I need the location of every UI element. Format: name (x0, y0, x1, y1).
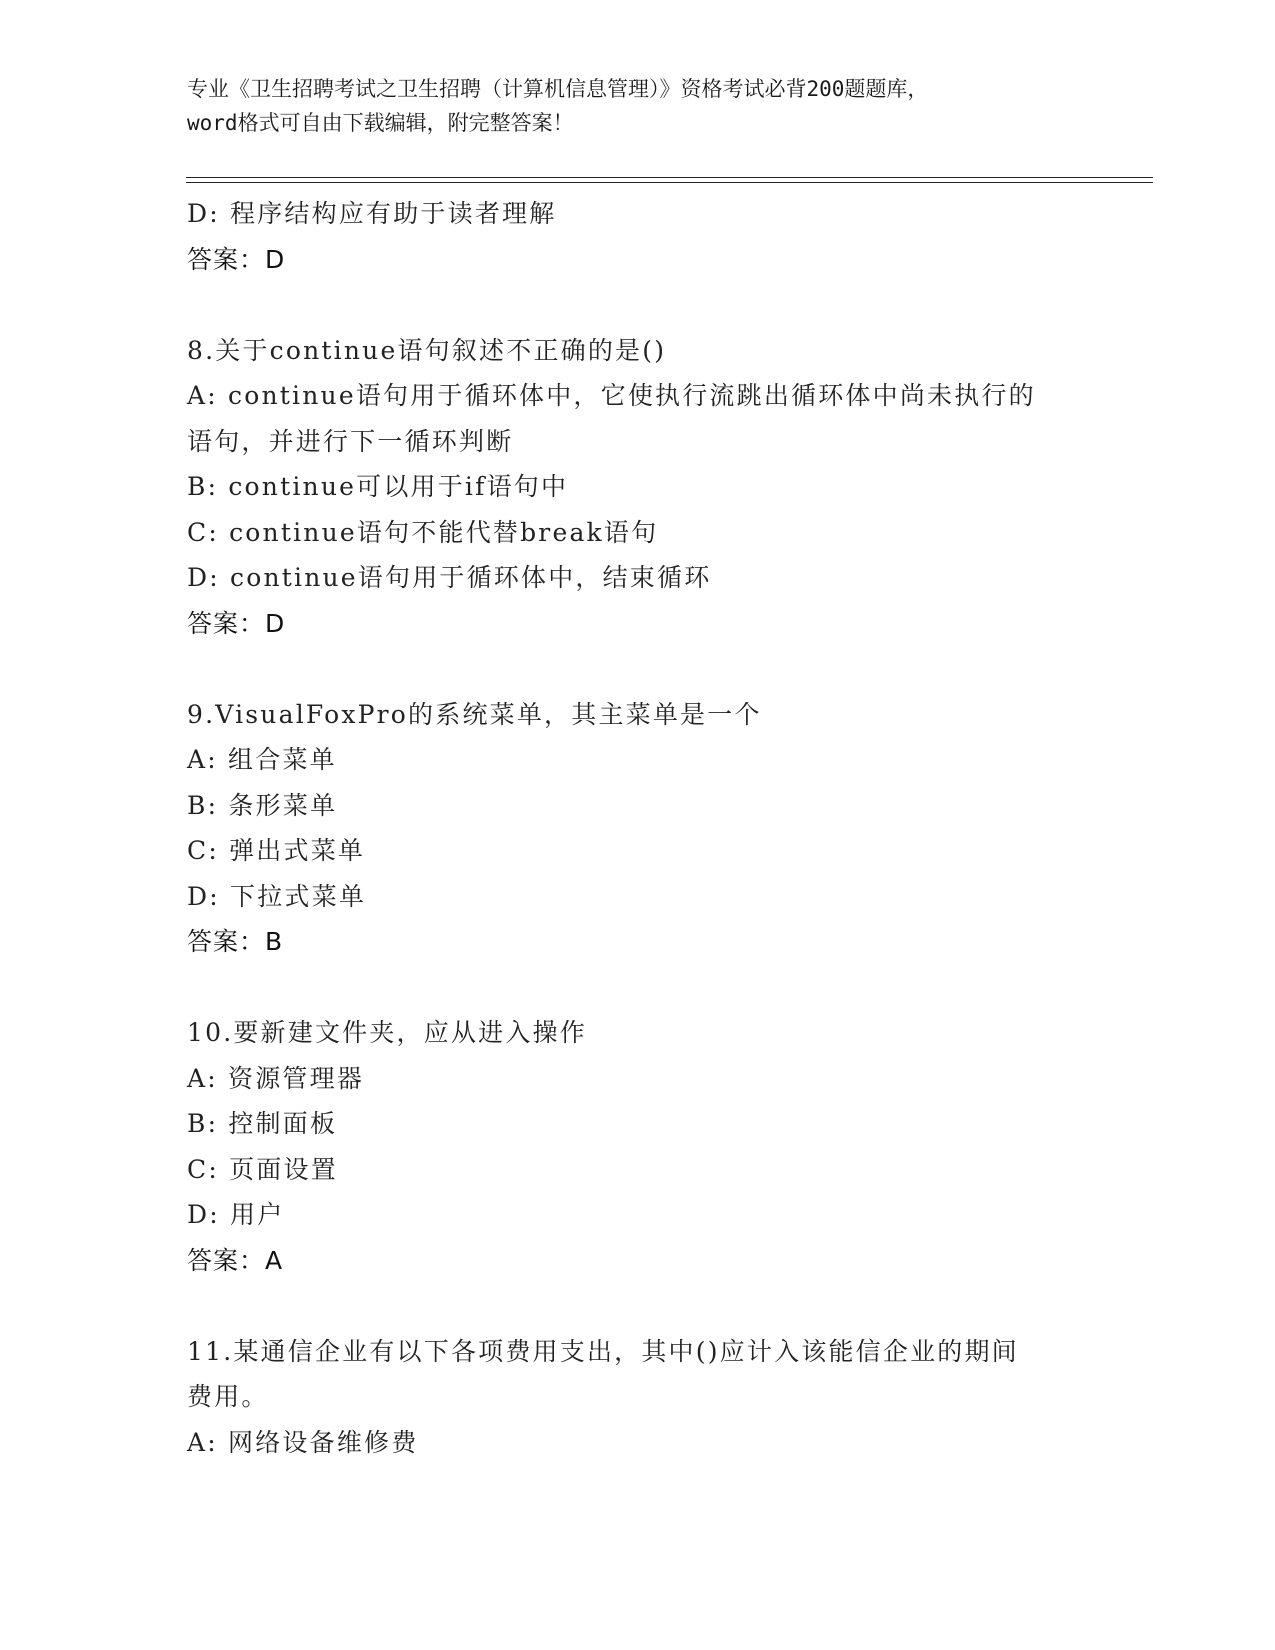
header-line-1: 专业《卫生招聘考试之卫生招聘（计算机信息管理）》资格考试必背200题题库， (187, 77, 929, 101)
question-stem: 8.关于continue语句叙述不正确的是() (187, 335, 667, 365)
header-line-2: word格式可自由下载编辑，附完整答案！ (187, 111, 574, 135)
block-spacer (187, 965, 1087, 1011)
question-stem: 9.VisualFoxPro的系统菜单，其主菜单是一个 (187, 699, 762, 729)
option-line: D: 下拉式菜单 (187, 881, 367, 911)
header-rule-top (186, 177, 1153, 178)
question-list (187, 191, 1087, 1465)
option-line: C: 页面设置 (187, 1154, 338, 1184)
header-rule-bottom (186, 182, 1153, 183)
answer-line: 答案：D (187, 244, 286, 274)
option-line: A: 组合菜单 (187, 745, 337, 774)
block-spacer (187, 282, 1087, 328)
option-line: D: 程序结构应有助于读者理解 (187, 199, 557, 228)
option-line: C: 弹出式菜单 (187, 836, 366, 865)
option-line: 语句，并进行下一循环判断 (187, 426, 514, 456)
question-stem: 11.某通信企业有以下各项费用支出，其中()应计入该能信企业的期间 (187, 1336, 1019, 1366)
block-spacer (187, 1283, 1087, 1329)
answer-line: 答案：B (187, 927, 284, 956)
question-stem: 10.要新建文件夹，应从进入操作 (187, 1018, 587, 1047)
option-line: B: 条形菜单 (187, 790, 338, 820)
option-line: A: 网络设备维修费 (187, 1427, 419, 1457)
document-header (187, 72, 1087, 140)
option-line: D: 用户 (187, 1200, 285, 1229)
option-line: B: continue可以用于if语句中 (187, 472, 569, 501)
option-line: A: continue语句用于循环体中，它使执行流跳出循环体中尚未执行的 (187, 381, 1036, 410)
answer-line: 答案：A (187, 1245, 284, 1275)
block-spacer (187, 646, 1087, 692)
option-line: C: continue语句不能代替break语句 (187, 517, 659, 547)
answer-line: 答案：D (187, 608, 286, 638)
option-line: D: continue语句用于循环体中，结束循环 (187, 563, 712, 592)
question-stem-continued: 费用。 (187, 1382, 269, 1411)
option-line: B: 控制面板 (187, 1109, 338, 1138)
option-line: A: 资源管理器 (187, 1063, 365, 1093)
